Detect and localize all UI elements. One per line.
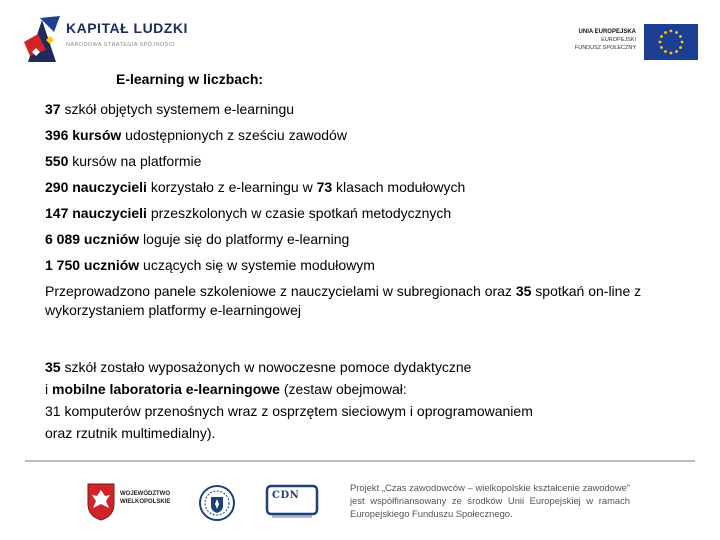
eu-line-3: FUNDUSZ SPOŁECZNY <box>574 45 636 51</box>
stat-text: kursów na platformie <box>68 153 202 169</box>
stats-list <box>45 96 685 278</box>
footer-divider <box>25 460 695 462</box>
stat-text: przeszkolonych w czasie spotkań metodycznych <box>146 205 452 221</box>
stat-value: 37 <box>45 101 61 117</box>
eu-text <box>556 28 636 52</box>
stat-text: loguje się do platformy e-learning <box>139 231 350 247</box>
stat-value: 396 kursów <box>45 127 122 143</box>
cdn-label: CDN <box>272 490 300 501</box>
stat-line <box>45 122 685 148</box>
round-emblem-icon <box>198 484 236 522</box>
equipment-line-1 <box>45 356 685 378</box>
project-funding-text: Projekt „Czas zawodowców – wielkopolskie kształcenie zawodowe” jest współfinansowany ze środków Unii Europejskiej w ramach Europejskiego Funduszu Społecznego. <box>350 482 630 519</box>
equipment-text-3: (zestaw obejmował: <box>279 381 407 397</box>
eu-flag-icon <box>644 24 698 60</box>
stat-text: uczących się w systemie modułowym <box>139 257 375 273</box>
stat-line <box>45 252 685 278</box>
stat-text-2: klasach modułowych <box>332 179 466 195</box>
wielkopolska-coat-of-arms-icon <box>86 482 116 522</box>
stat-value: 550 <box>45 153 69 169</box>
cdn-logo-icon <box>264 483 320 521</box>
equipment-count: 35 <box>45 359 61 375</box>
equipment-line-4: oraz rzutnik multimedialny). <box>45 425 216 441</box>
equipment-labs: mobilne laboratoria e-learningowe <box>52 381 280 397</box>
stat-value: 6 089 uczniów <box>45 231 140 247</box>
wielkopolska-label <box>120 490 170 506</box>
equipment-text-1: szkół zostało wyposażonych w nowoczesne pomoce dydaktyczne <box>60 359 472 375</box>
page-title: E-learning w liczbach: <box>116 71 264 87</box>
eu-logo-block <box>566 24 698 64</box>
equipment-text-2: i <box>45 381 52 397</box>
eu-main-label: UNIA EUROPEJSKA <box>578 29 636 35</box>
stat-line <box>45 200 685 226</box>
wielkopolska-line-2: WIELKOPOLSKIE <box>120 499 171 505</box>
panels-paragraph <box>45 282 685 320</box>
wielkopolska-line-1: WOJEWÓDZTWO <box>120 491 170 497</box>
panels-text-pre: Przeprowadzono panele szkoleniowe z nauczycielami w subregionach oraz <box>45 283 516 299</box>
stat-line <box>45 148 685 174</box>
stat-line <box>45 96 685 122</box>
equipment-line-2 <box>45 378 685 400</box>
equipment-line-3: 31 komputerów przenośnych wraz z osprzętem sieciowym i oprogramowaniem <box>45 403 533 419</box>
stat-line <box>45 174 685 200</box>
eu-line-2: EUROPEJSKI <box>601 37 636 43</box>
panels-count: 35 <box>515 283 532 299</box>
stat-text: udostępnionych z sześciu zawodów <box>121 127 347 143</box>
stat-text: szkół objętych systemem e-learningu <box>60 101 295 117</box>
stat-value: 1 750 uczniów <box>45 257 140 273</box>
stat-value-2: 73 <box>316 179 333 195</box>
kapital-ludzki-subtitle: NARODOWA STRATEGIA SPÓJNOŚCI <box>66 42 175 48</box>
equipment-paragraph <box>45 356 685 444</box>
panels-text-post: spotkań on-line z wykorzystaniem platformy e-learningowej <box>45 283 642 318</box>
kapital-ludzki-title: KAPITAŁ LUDZKI <box>66 20 188 36</box>
stat-value: 290 nauczycieli <box>45 179 147 195</box>
stat-text: korzystało z e-learningu w <box>146 179 317 195</box>
stat-value: 147 nauczycieli <box>45 205 147 221</box>
stat-line <box>45 226 685 252</box>
